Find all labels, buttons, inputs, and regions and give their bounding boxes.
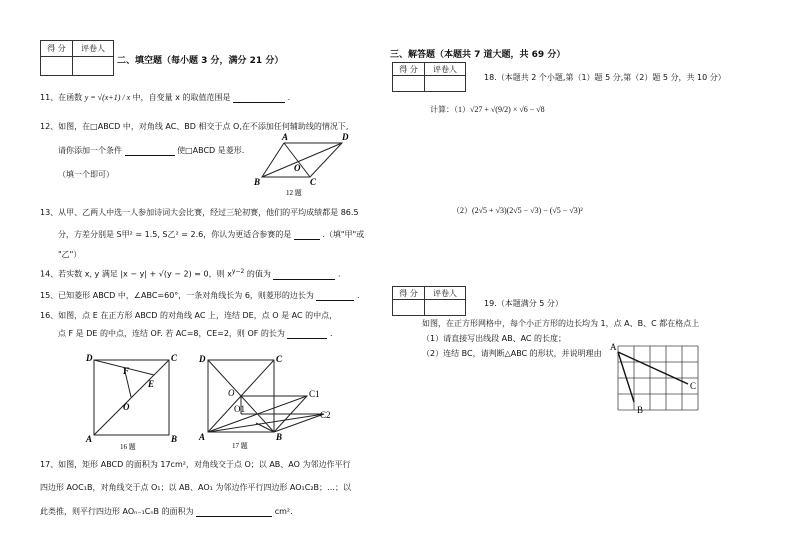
question-12-line1: 12、如图，在□ABCD 中，对角线 AC、BD 相交于点 O,在不添加任何辅助线的情况下, <box>40 122 349 131</box>
score-box-q18 <box>392 62 466 92</box>
answer-blank[interactable] <box>125 146 175 156</box>
fig12-caption: 12 题 <box>286 189 302 197</box>
question-19-line2: （1）请直接写出线段 AB、AC 的长度； <box>422 334 567 343</box>
grader-label: 评卷人 <box>425 63 466 76</box>
fig16-label-b: B <box>171 434 178 444</box>
question-13-line2: 分，方差分别是 S甲² = 1.5, S乙² = 2.6，你认为更适合参赛的是 .（填"甲"或 <box>58 230 365 239</box>
fig17-label-c1: C1 <box>309 389 320 399</box>
fig17-label-a: A <box>199 432 206 442</box>
fig17-label-b: B <box>276 432 283 442</box>
fig17-label-c2: C2 <box>320 410 331 420</box>
question-12-note: （填一个即可） <box>58 170 114 179</box>
fig16-label-d: D <box>86 353 93 363</box>
answer-blank[interactable] <box>316 291 354 301</box>
score-box-left <box>40 40 114 76</box>
fig17-caption: 17 题 <box>232 442 248 450</box>
fig16-label-o: O <box>123 402 130 412</box>
fig12-label-o: O <box>294 163 301 173</box>
question-12-line2: 请你添加一个条件 使□ABCD 是菱形. <box>58 146 245 155</box>
question-18-part1: 计算：（1）√27 + √(9/2) × √6 − √8 <box>430 105 545 114</box>
grader-label: 评卷人 <box>73 41 114 57</box>
fig16-label-a: A <box>86 434 93 444</box>
question-13-line1: 13、从甲、乙两人中选一人参加诗词大会比赛，经过三轮初赛，他们的平均成绩都是 86.5 <box>40 208 359 217</box>
answer-blank[interactable] <box>233 93 285 103</box>
fig12-label-a: A <box>282 132 289 142</box>
figure-12-parallelogram <box>250 131 360 197</box>
question-13-line3: "乙"） <box>58 250 82 259</box>
question-19-title: 19.（本题满分 5 分） <box>484 299 563 308</box>
grid-label-b: B <box>637 405 644 415</box>
section-title-answer: 三、解答题（本题共 7 道大题，共 69 分） <box>390 50 566 60</box>
question-17-line3: 此类推，则平行四边形 AOₙ₋₁CₙB 的面积为 cm². <box>40 507 293 516</box>
section-title-fill-blank: 二、填空题（每小题 3 分，满分 21 分） <box>117 56 284 66</box>
score-box-q19 <box>392 286 466 316</box>
score-label: 得 分 <box>393 287 425 300</box>
fig12-label-b: B <box>254 177 261 187</box>
fig16-caption: 16 题 <box>120 443 136 450</box>
question-16-line1: 16、如图，点 E 在正方形 ABCD 的对角线 AC 上，连结 DE，点 O 是 AC 的中点， <box>40 311 338 320</box>
answer-blank[interactable] <box>273 270 335 280</box>
score-label: 得 分 <box>41 41 73 57</box>
fig17-label-o1: O1 <box>234 404 245 414</box>
question-19-line3: （2）连结 BC，请判断△ABC 的形状，并说明理由 <box>422 349 602 358</box>
question-18-part2: （2）(2√5 + √3)(2√5 − √3) − (√5 − √3)² <box>452 206 583 215</box>
answer-blank[interactable] <box>196 507 272 517</box>
question-17-line1: 17、如图，矩形 ABCD 的面积为 17cm²，对角线交于点 O；以 AB、AO 为邻边作平行 <box>40 460 351 469</box>
question-15: 15、已知菱形 ABCD 中，∠ABC=60°，一条对角线长为 6，则菱形的边长为 . <box>40 291 360 300</box>
fig17-label-d: D <box>199 354 206 364</box>
fig17-label-c: C <box>276 354 283 364</box>
fig16-label-f: F <box>123 366 130 376</box>
grid-label-a: A <box>610 342 617 352</box>
score-label: 得 分 <box>393 63 425 76</box>
grid-label-c: C <box>690 381 697 391</box>
fig17-label-o: O <box>228 388 235 398</box>
answer-blank[interactable] <box>294 230 320 240</box>
figure-19-grid <box>608 338 704 418</box>
figure-16-square <box>82 350 186 450</box>
question-16-line2: 点 F 是 DE 的中点，连结 OF. 若 AC=8，CE=2，则 OF 的长为 . <box>58 329 333 338</box>
grader-label: 评卷人 <box>425 287 466 300</box>
figure-17-rectangle <box>196 352 346 450</box>
fig12-label-d: D <box>342 132 349 142</box>
question-17-line2: 四边形 AOC₁B，对角线交于点 O₁；以 AB、AO₁ 为邻边作平行四边形 AO₁C₂B；…；以 <box>40 483 352 492</box>
answer-blank[interactable] <box>287 329 327 339</box>
question-19-line1: 如图，在正方形网格中，每个小正方形的边长均为 1，点 A、B、C 都在格点上 <box>422 319 700 328</box>
question-14: 14、若实数 x, y 满足 |x − y| + √(y − 2) = 0，则 $x^{y-2}$ 的值为 . <box>40 268 341 279</box>
fig16-label-e: E <box>148 379 155 389</box>
question-18-title: 18.（本题共 2 个小题,第（1）题 5 分,第（2）题 5 分，共 10 分） <box>484 73 726 82</box>
fig12-label-c: C <box>310 177 317 187</box>
question-11: 11、在函数 y = √(x+1) / x 中，自变量 x 的取值范围是 . <box>40 93 291 102</box>
fig16-label-c: C <box>171 353 178 363</box>
